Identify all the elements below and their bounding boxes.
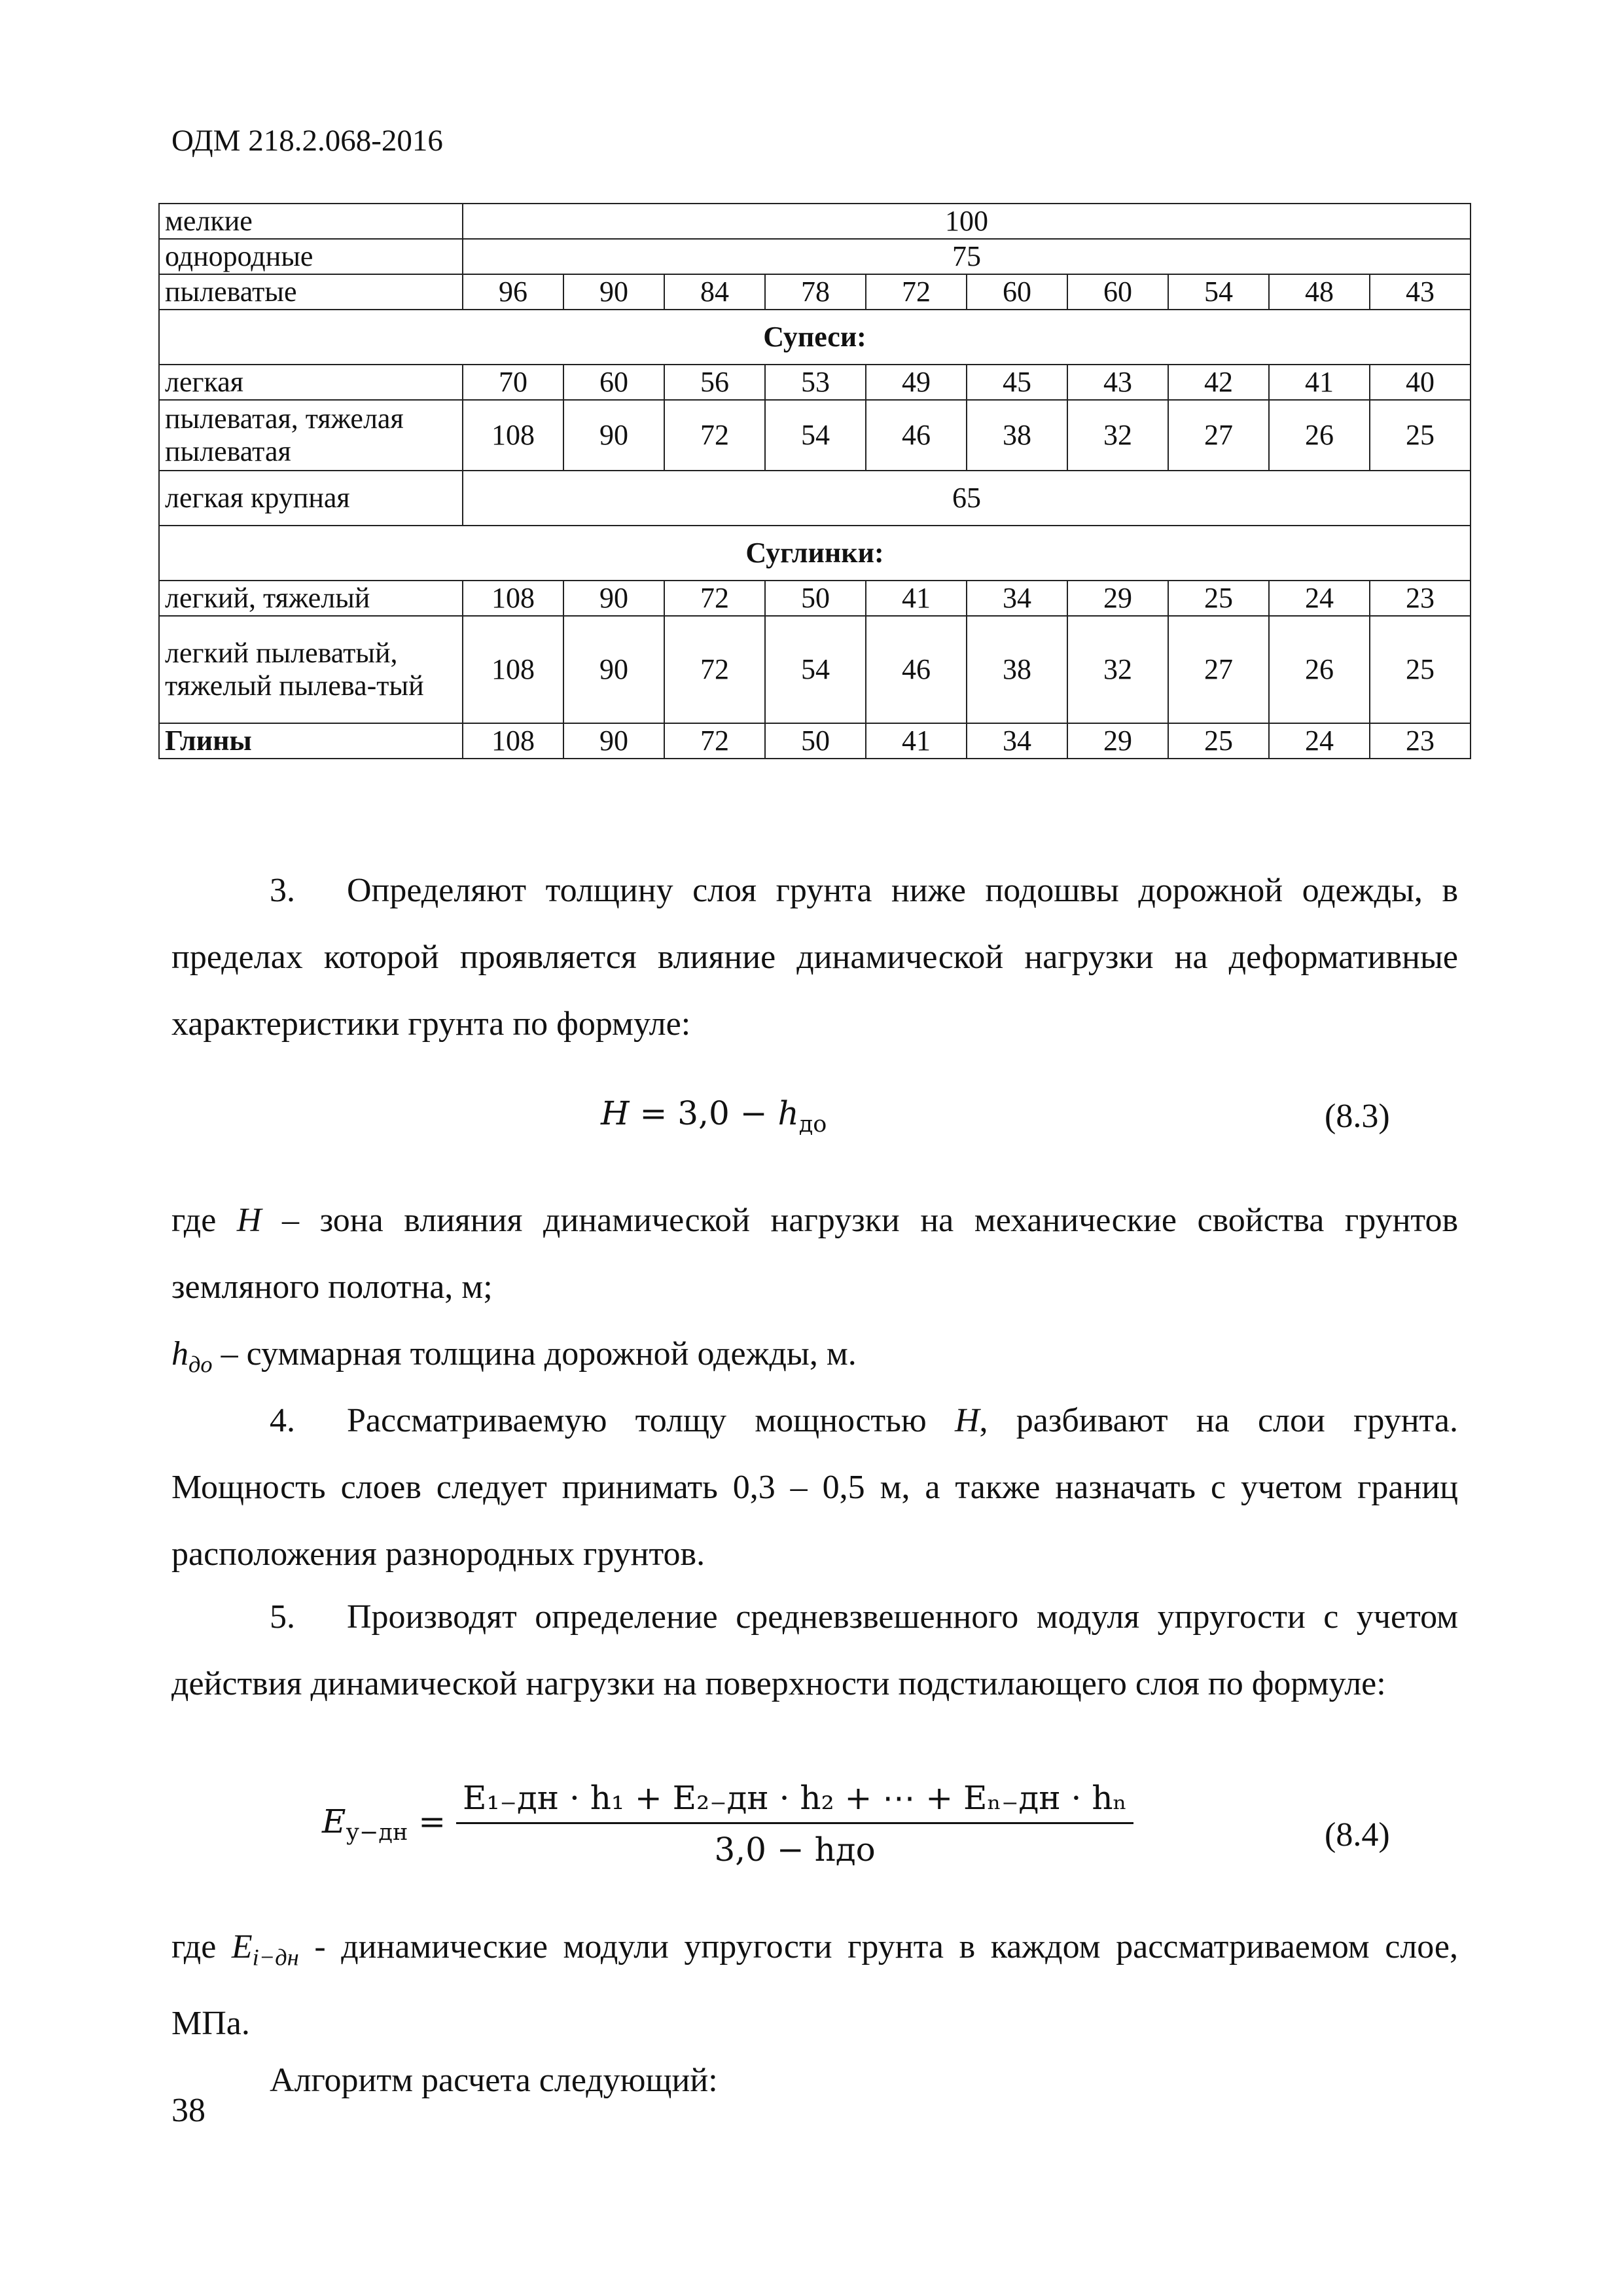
paragraph-text: Определяют толщину слоя грунта ниже подошвы дорожной одежды, в пределах которой проявляется влияние динамической нагрузки на деформативные характеристики грунта по формуле: [171, 872, 1458, 1043]
formula-numerator: E₁₋дн · h₁ + E₂₋дн · h₂ + ⋯ + Eₙ₋дн · hₙ [456, 1779, 1133, 1824]
formula-symbol: E [322, 1802, 346, 1840]
value-cell: 29 [1067, 581, 1168, 616]
formula-fraction [456, 1779, 1133, 1869]
page-number: 38 [171, 2092, 205, 2129]
formula-subscript: до [798, 1111, 827, 1138]
soil-name-cell: легкий пылеватый, тяжелый пылева-тый [159, 616, 463, 723]
value-cell: 53 [765, 365, 866, 400]
value-cell: 72 [664, 581, 765, 616]
value-cell: 34 [967, 581, 1067, 616]
value-cell: 41 [1269, 365, 1370, 400]
soil-name-cell: легкая крупная [159, 471, 463, 526]
value-cell: 26 [1269, 616, 1370, 723]
formula-symbol: H [601, 1094, 630, 1132]
table-row [159, 400, 1471, 471]
where-H [171, 1187, 1458, 1321]
table-row [159, 723, 1471, 759]
soil-modulus-table [158, 203, 1471, 759]
value-cell: 90 [563, 616, 664, 723]
table-row [159, 365, 1471, 400]
where-symbol: h [171, 1335, 188, 1372]
paragraph-text: , разбивают на слои грунта. Мощность слоев следует принимать 0,3 – 0,5 м, а также назначать с учетом границ расположения разнородных грунтов. [171, 1402, 1458, 1573]
where-hdo [171, 1321, 1458, 1397]
paragraph-5 [171, 1584, 1458, 1717]
value-cell: 54 [765, 616, 866, 723]
value-cell: 84 [664, 274, 765, 310]
formula-8-3 [601, 1094, 827, 1138]
value-cell: 96 [463, 274, 563, 310]
soil-name-cell: мелкие [159, 204, 463, 239]
where-Ei [171, 1914, 1458, 2057]
soil-name-cell: однородные [159, 239, 463, 274]
table-row [159, 471, 1471, 526]
paragraph-number: 5. [270, 1598, 295, 1636]
soil-name-cell: пылеватая, тяжелая пылеватая [159, 400, 463, 471]
value-cell: 25 [1168, 723, 1269, 759]
value-cell: 60 [563, 365, 664, 400]
value-cell: 24 [1269, 581, 1370, 616]
value-cell: 90 [563, 581, 664, 616]
where-prefix: где [171, 1928, 232, 1965]
table-row [159, 239, 1471, 274]
value-cell: 23 [1370, 723, 1471, 759]
section-header: Суглинки: [159, 526, 1471, 581]
value-cell: 56 [664, 365, 765, 400]
where-subscript: i−дн [252, 1944, 299, 1971]
value-cell-merged: 75 [463, 239, 1471, 274]
where-text: - динамические модули упругости грунта в каждом рассматриваемом слое, МПа. [171, 1928, 1458, 2043]
value-cell: 54 [765, 400, 866, 471]
value-cell: 60 [967, 274, 1067, 310]
paragraph-number: 3. [270, 872, 295, 909]
soil-name-cell: Глины [159, 723, 463, 759]
formula-denominator: 3,0 − hдо [714, 1831, 876, 1869]
paragraph-text: Рассматриваемую толщу мощностью [347, 1402, 955, 1439]
table-row [159, 581, 1471, 616]
page-header: ОДМ 218.2.068-2016 [171, 124, 443, 158]
paragraph-3 [171, 857, 1458, 1058]
value-cell: 90 [563, 400, 664, 471]
where-symbol: H [236, 1202, 262, 1239]
paragraph-4 [171, 1388, 1458, 1588]
value-cell: 50 [765, 581, 866, 616]
value-cell: 72 [866, 274, 967, 310]
value-cell: 46 [866, 400, 967, 471]
value-cell-merged: 65 [463, 471, 1471, 526]
value-cell: 25 [1370, 400, 1471, 471]
value-cell: 41 [866, 581, 967, 616]
soil-name-cell: легкая [159, 365, 463, 400]
value-cell: 27 [1168, 400, 1269, 471]
table-section-row [159, 526, 1471, 581]
value-cell: 23 [1370, 581, 1471, 616]
where-text: – суммарная толщина дорожной одежды, м. [212, 1335, 857, 1372]
where-subscript: до [188, 1351, 213, 1378]
value-cell: 27 [1168, 616, 1269, 723]
table-section-row [159, 310, 1471, 365]
table-row [159, 274, 1471, 310]
paragraph-number: 4. [270, 1402, 295, 1439]
formula-subscript: у−дн [346, 1819, 408, 1846]
value-cell: 25 [1168, 581, 1269, 616]
value-cell: 72 [664, 723, 765, 759]
formula-symbol: h [777, 1094, 799, 1132]
value-cell: 25 [1370, 616, 1471, 723]
value-cell: 72 [664, 616, 765, 723]
soil-name-cell: пылеватые [159, 274, 463, 310]
value-cell: 40 [1370, 365, 1471, 400]
value-cell: 108 [463, 400, 563, 471]
value-cell: 90 [563, 723, 664, 759]
value-cell: 46 [866, 616, 967, 723]
value-cell: 78 [765, 274, 866, 310]
where-prefix: где [171, 1202, 237, 1239]
formula-operator: = 3,0 − [629, 1094, 778, 1132]
table-row [159, 616, 1471, 723]
value-cell: 24 [1269, 723, 1370, 759]
value-cell: 42 [1168, 365, 1269, 400]
equation-number-8-3: (8.3) [1325, 1098, 1390, 1135]
value-cell: 26 [1269, 400, 1370, 471]
equation-number-8-4: (8.4) [1325, 1816, 1390, 1854]
value-cell: 108 [463, 581, 563, 616]
section-header: Супеси: [159, 310, 1471, 365]
value-cell: 108 [463, 723, 563, 759]
value-cell: 49 [866, 365, 967, 400]
formula-8-4: $E_{у-дн}$ = $\frac{\text{E₁₋дн · h₁ + E₂₋дн · h₂ + ⋯ + Eₙ₋дн · hₙ}}{\text{3,0 − hдо}}$ [322, 1779, 1133, 1869]
value-cell-merged: 100 [463, 204, 1471, 239]
soil-name-cell: легкий, тяжелый [159, 581, 463, 616]
value-cell: 48 [1269, 274, 1370, 310]
value-cell: 38 [967, 400, 1067, 471]
where-text: – зона влияния динамической нагрузки на механические свойства грунтов земляного полотна, м; [171, 1202, 1458, 1306]
value-cell: 70 [463, 365, 563, 400]
paragraph-symbol: H [954, 1402, 980, 1439]
value-cell: 90 [563, 274, 664, 310]
paragraph-text: Производят определение средневзвешенного модуля упругости с учетом действия динамической нагрузки на поверхности подстилающего слоя по формуле: [171, 1598, 1458, 1702]
value-cell: 34 [967, 723, 1067, 759]
paragraph-algorithm: Алгоритм расчета следующий: [270, 2062, 718, 2099]
value-cell: 32 [1067, 616, 1168, 723]
value-cell: 32 [1067, 400, 1168, 471]
value-cell: 72 [664, 400, 765, 471]
value-cell: 43 [1067, 365, 1168, 400]
value-cell: 50 [765, 723, 866, 759]
value-cell: 43 [1370, 274, 1471, 310]
value-cell: 45 [967, 365, 1067, 400]
value-cell: 60 [1067, 274, 1168, 310]
where-symbol: E [231, 1928, 253, 1965]
value-cell: 108 [463, 616, 563, 723]
value-cell: 41 [866, 723, 967, 759]
value-cell: 54 [1168, 274, 1269, 310]
value-cell: 38 [967, 616, 1067, 723]
value-cell: 29 [1067, 723, 1168, 759]
table-row [159, 204, 1471, 239]
